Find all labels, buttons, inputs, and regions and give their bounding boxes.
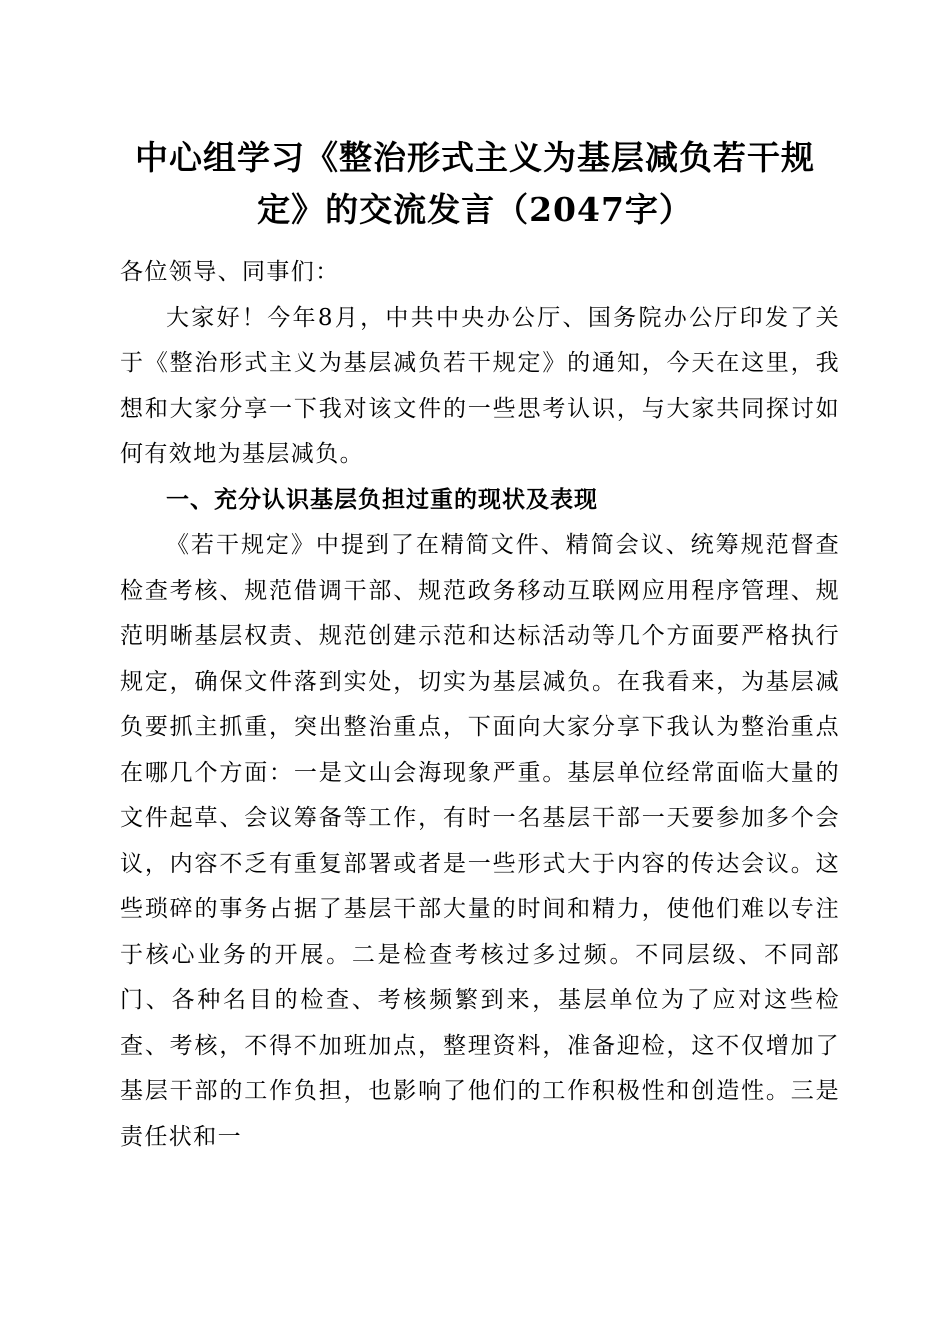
intro-paragraph: 大家好！今年8月，中共中央办公厅、国务院办公厅印发了关于《整治形式主义为基层减负若干规定》的通知，今天在这里，我想和大家分享一下我对该文件的一些思考认识，与大家共同探讨如何有效地为基层减负。 xyxy=(120,304,840,467)
section-1-heading: 一、充分认识基层负担过重的现状及表现 xyxy=(166,486,598,513)
section-1-paragraph: 《若干规定》中提到了在精简文件、精简会议、统筹规范督查检查考核、规范借调干部、规范政务移动互联网应用程序管理、规范明晰基层权责、规范创建示范和达标活动等几个方面要严格执行规定，确保文件落到实处，切实为基层减负。在我看来，为基层减负要抓主抓重，突出整治重点，下面向大家分享下我认为整治重点在哪几个方面：一是文山会海现象严重。基层单位经常面临大量的文件起草、会议筹备等工作，有时一名基层干部一天要参加多个会议，内容不乏有重复部署或者是一些形式大于内容的传达会议。这些琐碎的事务占据了基层干部大量的时间和精力，使他们难以专注于核心业务的开展。二是检查考核过多过频。不同层级、不同部门、各种名目的检查、考核频繁到来，基层单位为了应对这些检查、考核，不得不加班加点，整理资料，准备迎检，这不仅增加了基层干部的工作负担，也影响了他们的工作积极性和创造性。三是责任状和一 xyxy=(120,532,840,1150)
document-title xyxy=(100,132,850,236)
salutation: 各位领导、同事们： xyxy=(120,259,340,285)
title-line-1: 中心组学习《整治形式主义为基层减负若干规 xyxy=(135,138,815,177)
title-line-2: 定》的交流发言（2047字） xyxy=(257,190,693,229)
document-body xyxy=(120,250,840,1160)
